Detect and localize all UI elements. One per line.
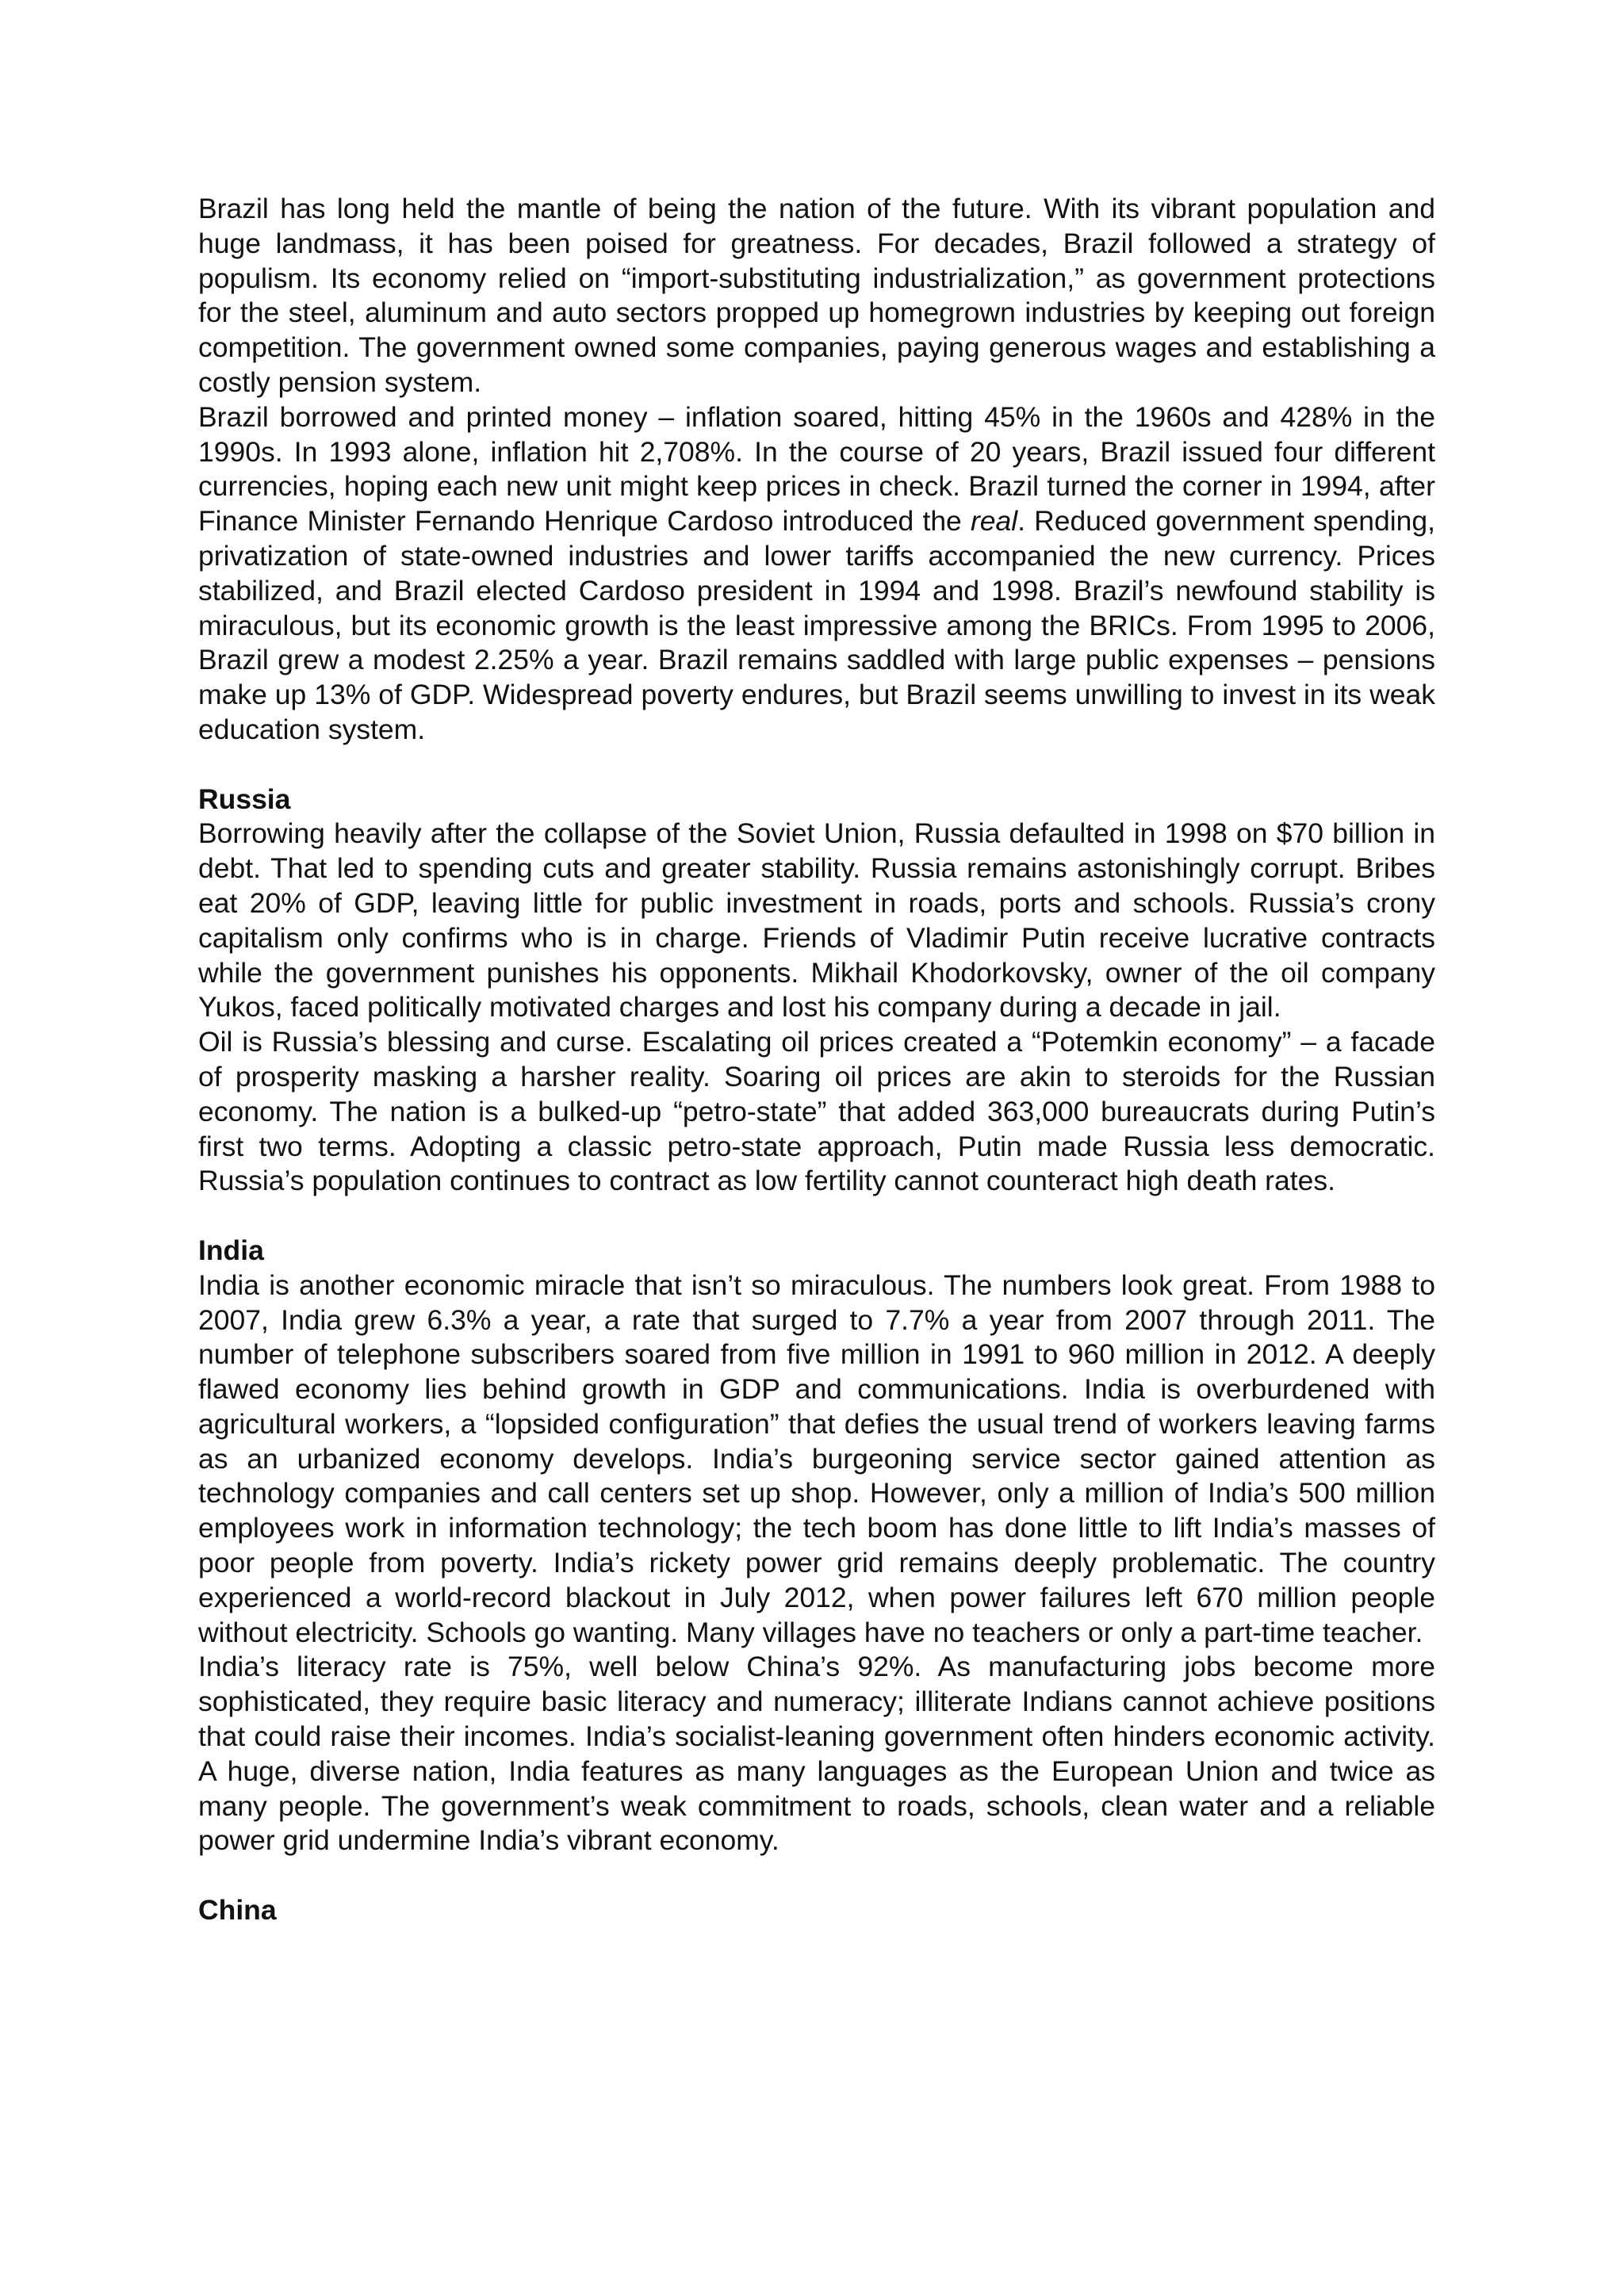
russia-heading: Russia [198,783,291,815]
section-spacer [198,748,1435,783]
brazil-paragraph-2 [198,400,1435,748]
china-heading: China [198,1894,277,1927]
russia-paragraph-2: Oil is Russia’s blessing and curse. Escalating oil prices created a “Potemkin economy” – a facade of prosperity masking a harsher reality. Soaring oil prices are akin to steroids for the Russian economy. The nation is a bulked-up “petro-state” that added 363,000 bureaucrats during Putin’s first two terms. Adopting a classic petro-state approach, Putin made Russia less democratic. Russia’s population continues to contract as low fertility cannot counteract high death rates. [198,1026,1435,1197]
brazil-section [198,192,1435,748]
section-spacer [198,1858,1435,1893]
india-heading: India [198,1234,264,1266]
india-section [198,1234,1435,1858]
india-paragraph-2: India’s literacy rate is 75%, well below China’s 92%. As manufacturing jobs become more sophisticated, they require basic literacy and numeracy; illiterate Indians cannot achieve positions that could raise their incomes. India’s socialist-leaning government often hinders economic activity. A huge, diverse nation, India features as many languages as the European Union and twice as many people. The government’s weak commitment to roads, schools, clean water and a reliable power grid undermine India’s vibrant economy. [198,1651,1435,1857]
russia-section [198,783,1435,1200]
brazil-paragraph-1: Brazil has long held the mantle of being the nation of the future. With its vibrant population and huge landmass, it has been poised for greatness. For decades, Brazil followed a strategy of populism. Its economy relied on “import-substituting industrialization,” as government protections for the steel, aluminum and auto sectors propped up homegrown industries by keeping out foreign competition. The government owned some companies, paying generous wages and establishing a costly pension system. [198,193,1435,398]
brazil-currency-real: real [970,505,1018,538]
russia-paragraph-1: Borrowing heavily after the collapse of the Soviet Union, Russia defaulted in 1998 on $70 billion in debt. That led to spending cuts and greater stability. Russia remains astonishingly corrupt. Bribes eat 20% of GDP, leaving little for public investment in roads, ports and schools. Russia’s crony capitalism only confirms who is in charge. Friends of Vladimir Putin receive lucrative contracts while the government punishes his opponents. Mikhail Khodorkovsky, owner of the oil company Yukos, faced politically motivated charges and lost his company during a decade in jail. [198,817,1435,1024]
brazil-paragraph-2-start: Brazil borrowed and printed money – inflation soared, hitting 45% in the 1960s and 428% in the 1990s. In 1993 alone, inflation hit 2,708%. In the course of 20 years, Brazil issued four different currencies, hoping each new unit might keep prices in check. Brazil turned the corner in 1994, after Finance Minister Fernando Henrique Cardoso introduced the [198,400,1435,538]
document-page [198,192,1435,1928]
brazil-paragraph-2-end: . Reduced government spending, privatization of state-owned industries and lower tariffs accompanied the new currency. Prices stabilized, and Brazil elected Cardoso president in 1994 and 1998. Brazil’s newfound stability is miraculous, but its economic growth is the least impressive among the BRICs. From 1995 to 2006, Brazil grew a modest 2.25% a year. Brazil remains saddled with large public expenses – pensions make up 13% of GDP. Widespread poverty endures, but Brazil seems unwilling to invest in its weak education system. [198,505,1435,745]
india-paragraph-1: India is another economic miracle that isn’t so miraculous. The numbers look great. From 1988 to 2007, India grew 6.3% a year, a rate that surged to 7.7% a year from 2007 through 2011. The number of telephone subscribers soared from five million in 1991 to 960 million in 2012. A deeply flawed economy lies behind growth in GDP and communications. India is overburdened with agricultural workers, a “lopsided configuration” that defies the usual trend of workers leaving farms as an urbanized economy develops. India’s burgeoning service sector gained attention as technology companies and call centers set up shop. However, only a million of India’s 500 million employees work in information technology; the tech boom has done little to lift India’s masses of poor people from poverty. India’s rickety power grid remains deeply problematic. The country experienced a world-record blackout in July 2012, when power failures left 670 million people without electricity. Schools go wanting. Many villages have no teachers or only a part-time teacher. [198,1269,1435,1648]
china-section [198,1893,1435,1928]
section-spacer [198,1199,1435,1234]
